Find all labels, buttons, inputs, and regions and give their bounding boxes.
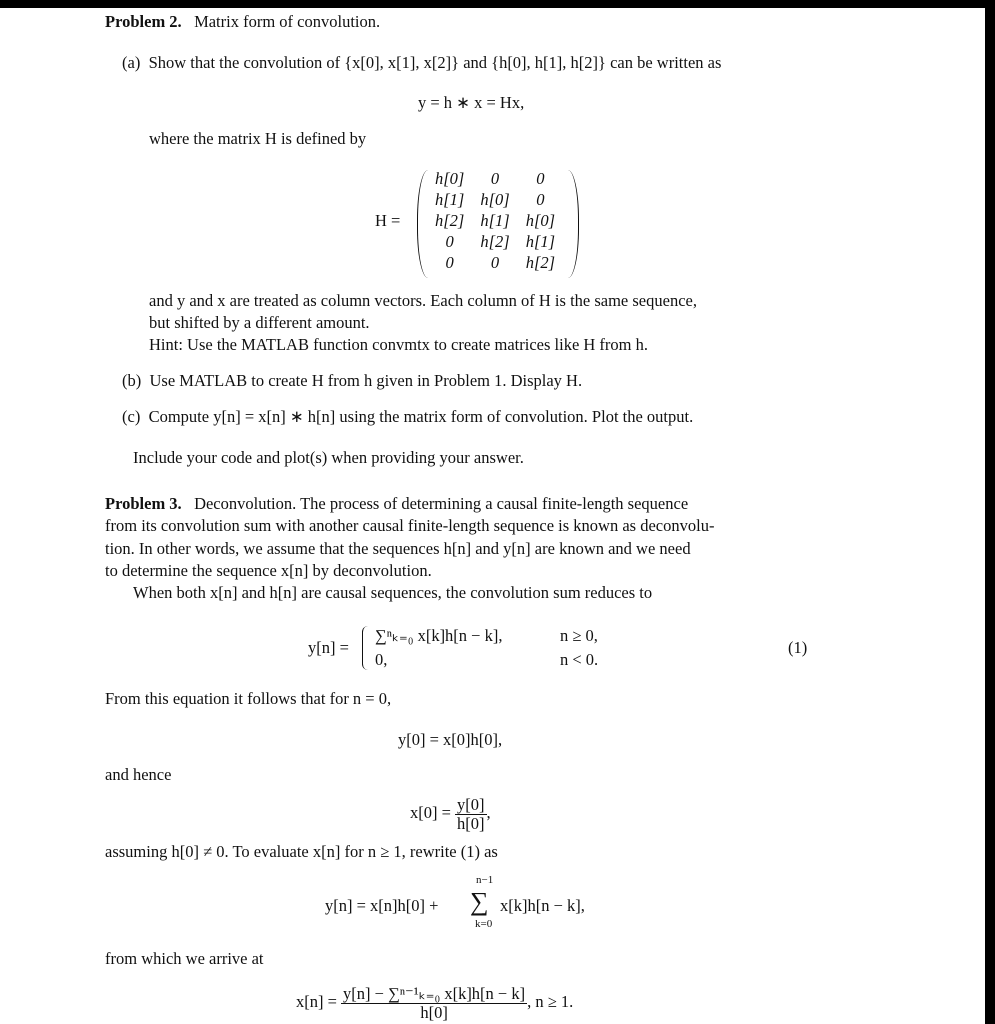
matrix-row xyxy=(427,210,563,231)
matrix-row xyxy=(427,168,563,189)
eq4-rhs: x[k]h[n − k], xyxy=(500,896,585,915)
p3-line-2: from its convolution sum with another causal finite-length sequence is known as deconvolu- xyxy=(105,516,715,535)
eq1-cond2: n < 0. xyxy=(560,650,599,669)
matrix-cell: 0 xyxy=(490,253,500,272)
left-paren xyxy=(417,170,428,278)
eq1-number: (1) xyxy=(788,638,808,657)
matrix-row xyxy=(427,231,563,252)
p3-line-3: tion. In other words, we assume that the sequences h[n] and y[n] are known and we need xyxy=(105,539,691,558)
p3-line-7: and hence xyxy=(105,765,172,784)
eq1-case2: 0, xyxy=(375,650,388,669)
matrix-row xyxy=(427,252,563,273)
matrix-cell: h[1] xyxy=(525,232,556,251)
part-a: (a) Show that the convolution of {x[0], x[1], x[2]} and {h[0], h[1], h[2]} can be written as xyxy=(122,53,722,72)
eq2: y[0] = x[0]h[0], xyxy=(398,730,503,749)
matrix-cell: h[0] xyxy=(435,169,465,188)
p3-line-5: When both x[n] and h[n] are causal sequences, the convolution sum reduces to xyxy=(133,583,653,602)
eq1-lhs: y[n] = xyxy=(308,638,349,657)
p3-line-6: From this equation it follows that for n = 0, xyxy=(105,689,392,708)
matrix-H xyxy=(415,168,580,288)
problem-3-heading: Problem 3. Deconvolution. The process of determining a causal finite-length sequence xyxy=(105,494,689,513)
after-line-2: but shifted by a different amount. xyxy=(149,313,370,332)
document-page xyxy=(0,8,985,1024)
matrix-cell: h[2] xyxy=(525,253,556,272)
matrix-cell: 0 xyxy=(445,232,454,251)
include-note: Include your code and plot(s) when providing your answer. xyxy=(133,448,524,467)
matrix-cell: 0 xyxy=(536,169,545,188)
matrix-cell: h[1] xyxy=(480,211,510,230)
eq4-lhs: y[n] = x[n]h[0] + xyxy=(325,896,439,915)
matrix-cell: h[0] xyxy=(480,190,510,209)
matrix-cell: 0 xyxy=(536,190,545,209)
eq4-sup: n−1 xyxy=(476,874,494,886)
eq1-case1: ∑ⁿₖ₌₀ x[k]h[n − k], xyxy=(375,626,503,645)
matrix-cell: h[1] xyxy=(435,190,465,209)
matrix-cell: h[2] xyxy=(480,232,510,251)
matrix-label: H = xyxy=(375,211,401,230)
matrix-cell: 0 xyxy=(490,169,500,188)
eq1-cond1: n ≥ 0, xyxy=(560,626,598,645)
hint: Hint: Use the MATLAB function convmtx to create matrices like H from h. xyxy=(149,335,649,354)
right-paren xyxy=(568,170,579,278)
where-text: where the matrix H is defined by xyxy=(149,129,367,148)
eq5: x[n] = $\frac{\text{y[n] − ∑ⁿ⁻¹ₖ₌₀ x[k]h[n − k]}}{h[0]}$ , n ≥ 1. xyxy=(296,983,574,1022)
matrix-cell: 0 xyxy=(445,253,454,272)
equation-y-hx: y = h ∗ x = Hx, xyxy=(418,93,525,112)
p3-line-4: to determine the sequence x[n] by deconvolution. xyxy=(105,561,432,580)
eq3: x[0] = $\frac{y[0]}{h[0]}$ , xyxy=(410,794,491,833)
eq4-sum: ∑ xyxy=(470,887,489,916)
matrix-row xyxy=(427,189,563,210)
eq1-brace xyxy=(362,626,370,670)
matrix-cell: h[2] xyxy=(435,211,465,230)
p3-line-8: assuming h[0] ≠ 0. To evaluate x[n] for n ≥ 1, rewrite (1) as xyxy=(105,842,498,861)
after-line-1: and y and x are treated as column vectors. Each column of H is the same sequence, xyxy=(149,291,697,310)
part-b: (b) Use MATLAB to create H from h given in Problem 1. Display H. xyxy=(122,371,583,390)
matrix-cell: h[0] xyxy=(525,211,556,230)
part-c: (c) Compute y[n] = x[n] ∗ h[n] using the matrix form of convolution. Plot the output. xyxy=(122,407,694,426)
problem-2-heading: Problem 2. Matrix form of convolution. xyxy=(105,12,381,31)
p3-line-9: from which we arrive at xyxy=(105,949,264,968)
eq4-sub: k=0 xyxy=(475,918,493,930)
